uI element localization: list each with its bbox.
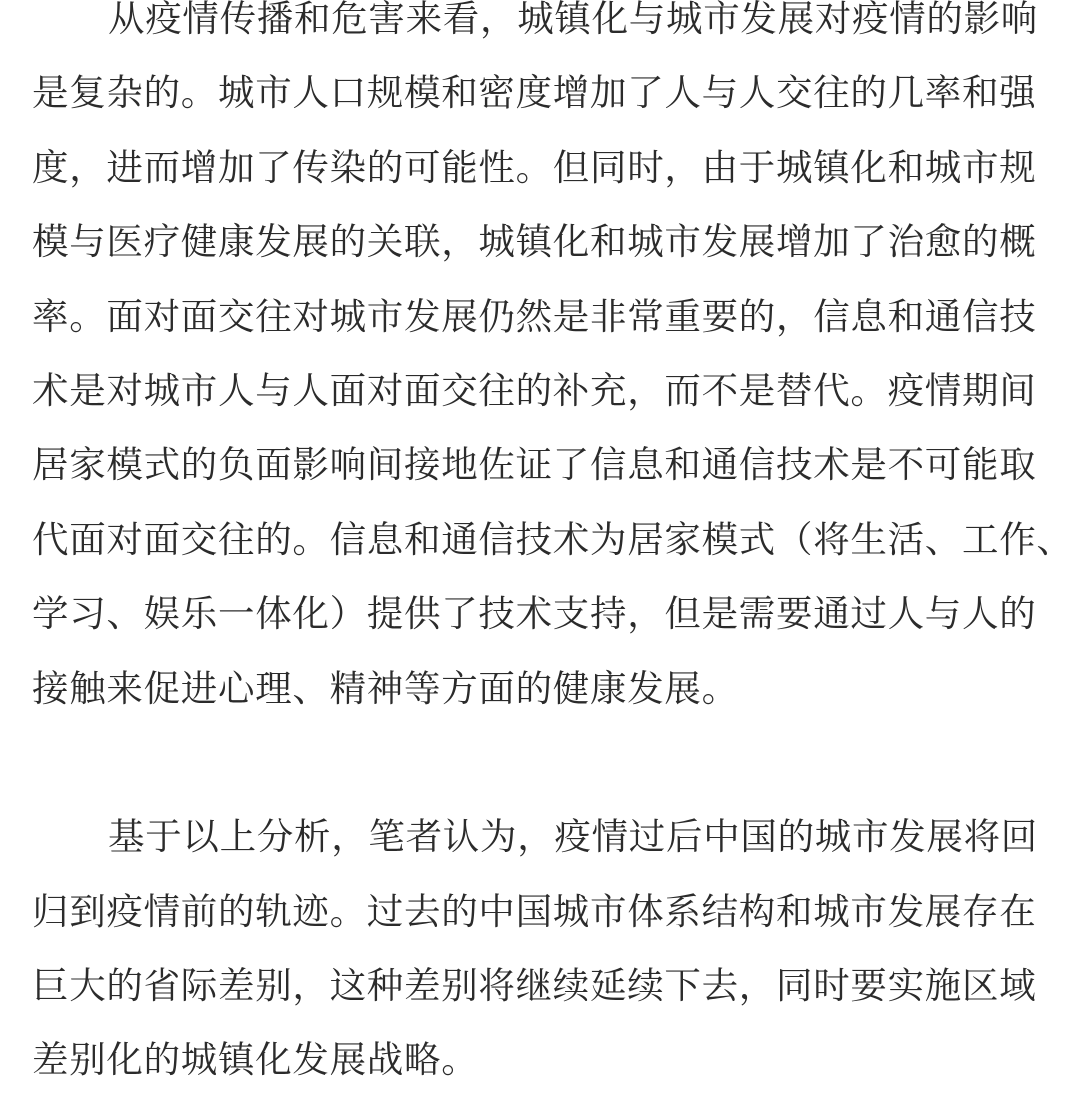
text-line: 模与医疗健康发展的关联，城镇化和城市发展增加了治愈的概 [32,220,1037,264]
text-line: 术是对城市人与人面对面交往的补充，而不是替代。疫情期间 [32,368,1037,412]
text-line: 巨大的省际差别，这种差别将继续延续下去，同时要实施区域 [32,964,1037,1008]
text-line: 接触来促进心理、精神等方面的健康发展。 [32,666,739,710]
text-line: 基于以上分析，笔者认为，疫情过后中国的城市发展将回 [108,815,1038,859]
text-line: 居家模式的负面影响间接地佐证了信息和通信技术是不可能取 [32,443,1037,487]
text-line: 学习、娱乐一体化）提供了技术支持，但是需要通过人与人的 [32,592,1037,636]
text-line: 差别化的城镇化发展战略。 [32,1038,479,1082]
text-line: 是复杂的。城市人口规模和密度增加了人与人交往的几率和强 [32,71,1037,115]
text-line: 率。面对面交往对城市发展仍然是非常重要的，信息和通信技 [32,294,1037,338]
paragraph-1 [32,0,1074,726]
text-line: 归到疫情前的轨迹。过去的中国城市体系结构和城市发展存在 [32,889,1037,933]
text-line: 度，进而增加了传染的可能性。但同时，由于城镇化和城市规 [32,145,1037,189]
article-body [32,0,1074,1098]
text-line: 从疫情传播和危害来看，城镇化与城市发展对疫情的影响 [108,0,1038,40]
paragraph-2 [32,800,1048,1098]
paragraph-spacer [32,726,1048,800]
text-line: 代面对面交往的。信息和通信技术为居家模式（将生活、工作、 [32,517,1074,561]
